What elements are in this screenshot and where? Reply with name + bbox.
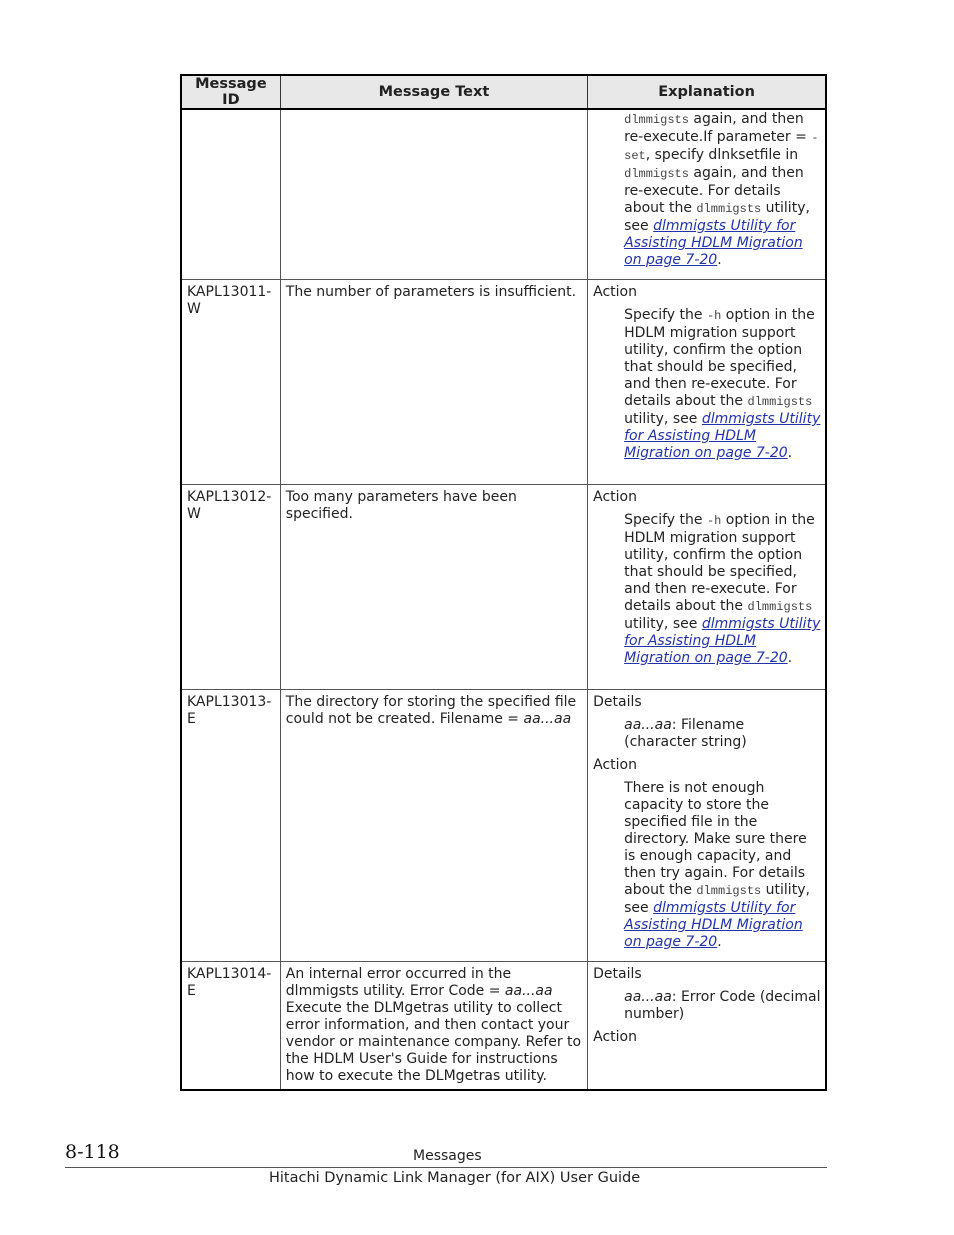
table-row — [181, 690, 826, 962]
details-text-part: : Filename (character string) — [624, 717, 747, 750]
explanation-text: again, and then re-execute.If parameter = — [624, 111, 812, 145]
period: . — [787, 650, 793, 666]
action-text-part: Specify the — [624, 512, 707, 528]
message-text-part: Execute the DLMgetras utility to collect error information, and then contact your vendor or maintenance company. Refer to the HDLM User's Guide for instructions how to execute the DLMgetras utility. — [285, 1000, 582, 1084]
action-text-part: utility, see — [624, 616, 702, 632]
error-code-variable: aa...aa — [504, 983, 553, 999]
header-message-id: Message ID — [181, 75, 280, 109]
explanation-cell — [588, 109, 826, 280]
message-text-cell: The number of parameters is insufficient. — [280, 280, 587, 485]
message-id-cell: KAPL13013-E — [181, 690, 280, 962]
details-text-part: : Error Code (decimal number) — [624, 989, 821, 1022]
code-h-option: -h — [706, 514, 722, 528]
message-text-cell — [280, 109, 587, 280]
filename-variable: aa...aa — [523, 711, 572, 727]
explanation-text: , specify dlnksetfile in — [645, 147, 799, 163]
details-variable: aa...aa — [624, 717, 672, 733]
message-id-cell: KAPL13012-W — [181, 485, 280, 690]
code-dlmmigsts: dlmmigsts — [696, 202, 762, 216]
message-id-cell: KAPL13011-W — [181, 280, 280, 485]
message-text-part: An internal error occurred in the dlmmigsts utility. Error Code = — [285, 966, 512, 999]
action-text — [593, 512, 821, 667]
dlmmigsts-utility-link[interactable]: dlmmigsts Utility for Assisting HDLM Migration on page 7-20 — [624, 900, 803, 950]
table-row — [181, 280, 826, 485]
dlmmigsts-utility-link[interactable]: dlmmigsts Utility for Assisting HDLM Migration on page 7-20 — [624, 411, 821, 461]
messages-table — [180, 74, 827, 1091]
dlmmigsts-utility-link[interactable]: dlmmigsts Utility for Assisting HDLM Migration on page 7-20 — [624, 616, 821, 666]
action-text — [593, 780, 821, 951]
explanation-text: again, and then re-execute. For details about the — [624, 165, 804, 216]
explanation-cell — [588, 485, 826, 690]
action-label: Action — [593, 284, 637, 300]
message-text-part: The directory for storing the specified file could not be created. Filename = — [285, 694, 577, 727]
action-text-part: option in the HDLM migration support utility, confirm the option that should be specified, and then re-execute. For details about the — [624, 512, 815, 614]
message-text-cell — [280, 690, 587, 962]
action-text — [593, 307, 821, 462]
explanation-continuation — [593, 111, 821, 269]
action-text-part: utility, see — [624, 882, 810, 916]
action-label: Action — [593, 757, 637, 773]
action-text-part: option in the HDLM migration support utility, confirm the option that should be specified, and then re-execute. For details about the — [624, 307, 815, 409]
explanation-cell — [588, 280, 826, 485]
table-header-row — [181, 75, 826, 109]
header-message-text: Message Text — [280, 75, 587, 109]
details-text — [593, 717, 821, 751]
dlmmigsts-utility-link[interactable]: dlmmigsts Utility for Assisting HDLM Migration on page 7-20 — [624, 218, 803, 268]
code-dlmmigsts: dlmmigsts — [747, 600, 813, 614]
details-label: Details — [593, 694, 642, 710]
message-text-cell — [280, 962, 587, 1091]
period: . — [717, 934, 722, 950]
action-text-part: Specify the — [624, 307, 707, 323]
message-id-cell — [181, 109, 280, 280]
action-label: Action — [593, 489, 637, 505]
code-dlmmigsts: dlmmigsts — [624, 167, 689, 181]
document-title: Hitachi Dynamic Link Manager (for AIX) User Guide — [269, 1170, 641, 1186]
period: . — [717, 252, 722, 268]
code-dlmmigsts: dlmmigsts — [624, 113, 689, 127]
period: . — [787, 445, 793, 461]
details-variable: aa...aa — [624, 989, 672, 1005]
details-label: Details — [593, 966, 642, 982]
table-row — [181, 485, 826, 690]
explanation-cell — [588, 962, 826, 1091]
details-text — [593, 989, 821, 1023]
code-set: -set — [624, 131, 819, 163]
footer-divider — [65, 1167, 827, 1168]
section-title: Messages — [413, 1148, 482, 1164]
page-number: 8-118 — [65, 1141, 120, 1163]
table-row — [181, 109, 826, 280]
message-text-cell: Too many parameters have been specified. — [280, 485, 587, 690]
code-dlmmigsts: dlmmigsts — [696, 884, 762, 898]
message-id-cell: KAPL13014-E — [181, 962, 280, 1091]
table-row — [181, 962, 826, 1091]
explanation-text: utility, see — [624, 200, 810, 234]
action-text-part: utility, see — [624, 411, 702, 427]
action-label: Action — [593, 1029, 637, 1045]
code-h-option: -h — [706, 309, 722, 323]
header-explanation: Explanation — [588, 75, 826, 109]
explanation-cell — [588, 690, 826, 962]
action-text-part: There is not enough capacity to store the specified file in the directory. Make sure there is enough capacity, and then try again. For details about the — [624, 780, 807, 898]
code-dlmmigsts: dlmmigsts — [747, 395, 813, 409]
